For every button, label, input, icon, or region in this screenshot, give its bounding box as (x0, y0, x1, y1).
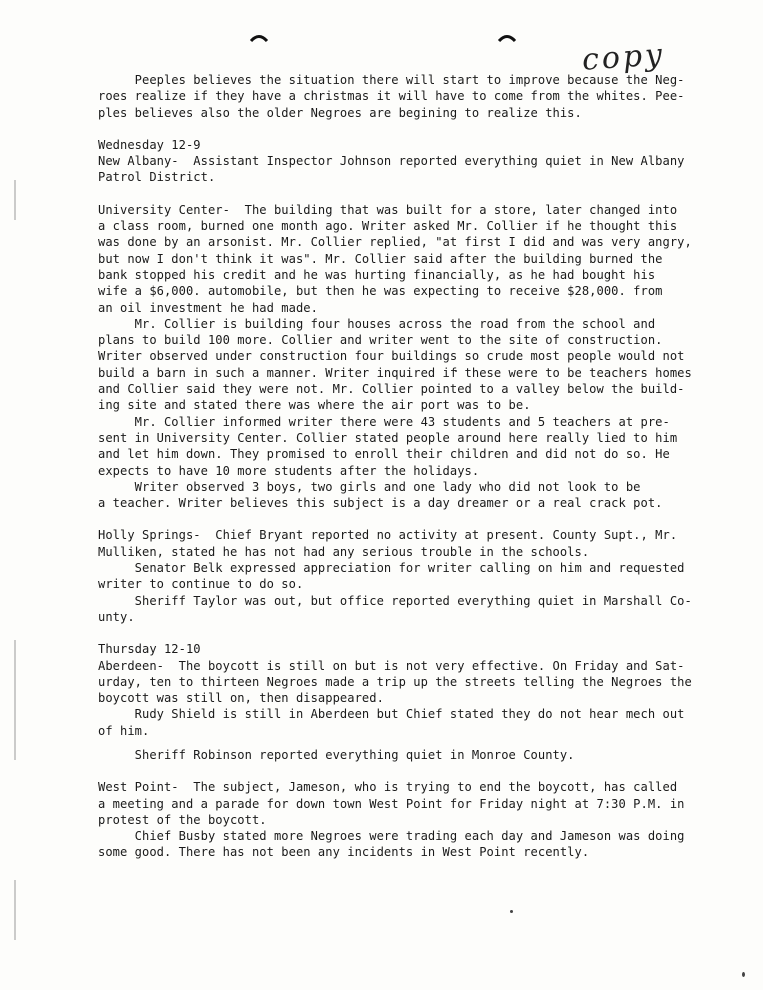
text-line: ing site and stated there was where the air port was to be. (98, 398, 531, 413)
text-line: plans to build 100 more. Collier and writer went to the site of construction. (98, 333, 663, 348)
scan-speck (510, 910, 513, 913)
text-line: wife a $6,000. automobile, but then he was expecting to receive $28,000. from (98, 284, 663, 299)
text-line: and Collier said they were not. Mr. Collier pointed to a valley below the build- (98, 382, 685, 397)
text-line: New Albany- Assistant Inspector Johnson reported everything quiet in New Albany (98, 154, 685, 169)
scan-edge-mark (14, 880, 16, 940)
text-line: Writer observed 3 boys, two girls and one lady who did not look to be (98, 479, 641, 494)
text-line: Senator Belk expressed appreciation for writer calling on him and requested (98, 561, 685, 576)
punch-hole-mark (250, 34, 268, 42)
copy-stamp: copy (580, 37, 667, 78)
text-line: Mr. Collier is building four houses across the road from the school and (98, 316, 656, 331)
text-line: roes realize if they have a christmas it will have to come from the whites. Pee- (98, 89, 685, 104)
text-line: boycott was still on, then disappeared. (98, 691, 384, 706)
text-line: University Center- The building that was built for a store, later changed into (98, 202, 678, 217)
text-line: Mulliken, stated he has not had any serious trouble in the schools. (98, 544, 590, 559)
text-line: urday, ten to thirteen Negroes made a trip up the streets telling the Negroes the (98, 674, 692, 689)
section-holly-springs (98, 527, 692, 625)
text-line: Sheriff Robinson reported everything quiet in Monroe County. (98, 747, 575, 762)
text-line: was done by an arsonist. Mr. Collier replied, "at first I did and was very angry, (98, 235, 692, 250)
scan-speck (742, 972, 745, 977)
text-line: Mr. Collier informed writer there were 43 students and 5 teachers at pre- (98, 414, 670, 429)
section-university-center (98, 202, 692, 512)
text-line: Writer observed under construction four buildings so crude most people would not (98, 349, 685, 364)
text-line: of him. (98, 723, 150, 738)
text-line: unty. (98, 609, 135, 624)
text-line: Aberdeen- The boycott is still on but is not very effective. On Friday and Sat- (98, 658, 685, 673)
text-line: Patrol District. (98, 170, 216, 185)
text-line: Rudy Shield is still in Aberdeen but Chief stated they do not hear mech out (98, 707, 685, 722)
text-line: and let him down. They promised to enroll their children and did not do so. He (98, 447, 670, 462)
text-line: expects to have 10 more students after the holidays. (98, 463, 480, 478)
date-heading: Wednesday 12-9 (98, 137, 201, 152)
paragraph-peeples (98, 72, 685, 121)
text-line: a meeting and a parade for down town West Point for Friday night at 7:30 P.M. in (98, 796, 685, 811)
section-aberdeen (98, 641, 692, 739)
text-line: a class room, burned one month ago. Writer asked Mr. Collier if he thought this (98, 219, 678, 234)
text-line: ples believes also the older Negroes are begining to realize this. (98, 105, 582, 120)
report-body (98, 72, 692, 861)
text-line: West Point- The subject, Jameson, who is trying to end the boycott, has called (98, 780, 678, 795)
text-line: protest of the boycott. (98, 812, 267, 827)
text-line: some good. There has not been any incidents in West Point recently. (98, 845, 590, 860)
text-line: Holly Springs- Chief Bryant reported no activity at present. County Supt., Mr. (98, 528, 678, 543)
text-line: build a barn in such a manner. Writer inquired if these were to be teachers homes (98, 365, 692, 380)
punch-hole-mark (498, 34, 516, 42)
text-line: a teacher. Writer believes this subject is a day dreamer or a real crack pot. (98, 496, 663, 511)
text-line: bank stopped his credit and he was hurting financially, as he had bought his (98, 267, 656, 282)
scan-edge-mark (14, 180, 16, 220)
text-line: an oil investment he had made. (98, 300, 318, 315)
text-line: Chief Busby stated more Negroes were trading each day and Jameson was doing (98, 829, 685, 844)
text-line: but now I don't think it was". Mr. Collier said after the building burned the (98, 251, 663, 266)
section-west-point (98, 779, 685, 860)
text-line: sent in University Center. Collier stated people around here really lied to him (98, 430, 678, 445)
scan-edge-mark (14, 640, 16, 760)
date-heading: Thursday 12-10 (98, 642, 201, 657)
section-monroe (98, 747, 673, 763)
text-line: writer to continue to do so. (98, 577, 304, 592)
text-line: Peeples believes the situation there will start to improve because the Neg- (98, 73, 685, 87)
text-line: Sheriff Taylor was out, but office reported everything quiet in Marshall Co- (98, 593, 692, 608)
section-new-albany (98, 137, 685, 186)
